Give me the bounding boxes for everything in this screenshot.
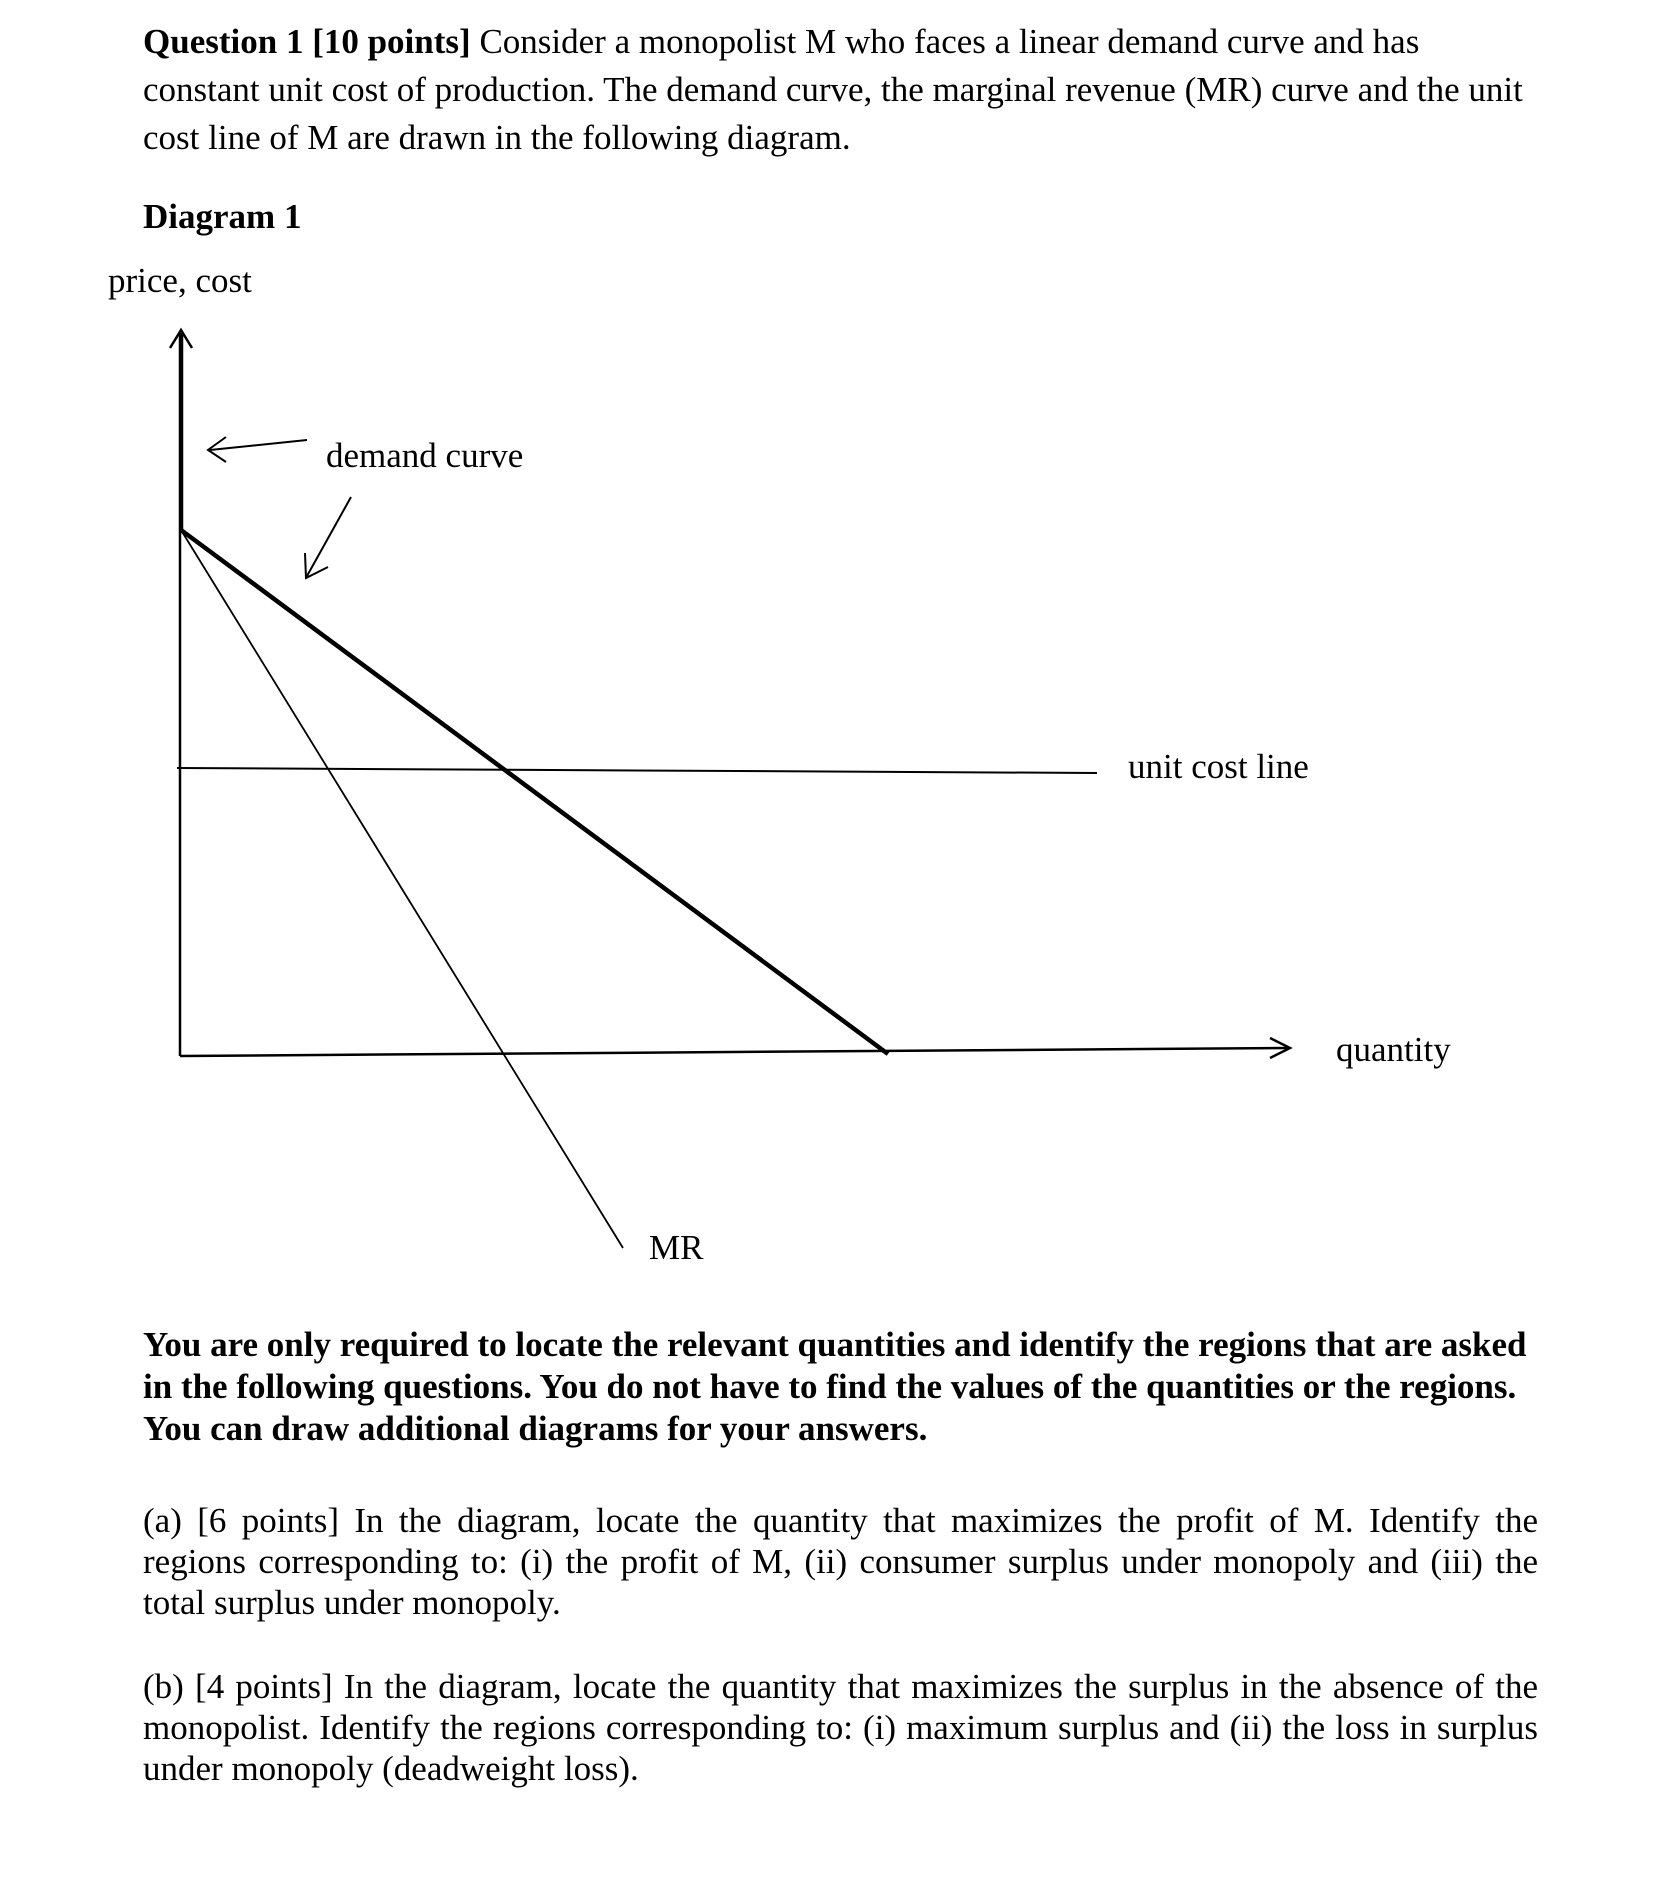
mr-curve — [181, 530, 623, 1248]
question-heading: Question 1 [10 points] — [143, 22, 471, 61]
question-intro-text: Consider a monopolist M who faces a linear demand curve and has constant unit cost of production. The demand curve, the marginal revenue (MR) curve and the unit cost line of M are drawn in the following diagram. — [143, 22, 1523, 157]
instructions: You are only required to locate the relevant quantities and identify the regions that are asked in the following questions. You do not have to find the values of the quantities or the regions. You can draw additional diagrams for your answers. — [143, 1325, 1527, 1448]
x-axis — [180, 1048, 1287, 1056]
unit-cost-label: unit cost line — [1128, 747, 1309, 786]
part-b: (b) [4 points] In the diagram, locate the quantity that maximizes the surplus in the absence of the monopolist. Identify the regions corresponding to: (i) maximum surplus and (ii) the loss in surplus under monopoly (deadweight loss). — [143, 1667, 1538, 1788]
demand-curve — [181, 530, 888, 1054]
x-axis-label: quantity — [1336, 1030, 1451, 1069]
demand-curve-label: demand curve — [326, 436, 524, 475]
unit-cost-line — [177, 768, 1097, 773]
y-axis-label: price, cost — [108, 261, 252, 300]
demand-pointer-diag-line — [307, 497, 351, 576]
diagram-title: Diagram 1 — [143, 197, 302, 236]
part-a: (a) [6 points] In the diagram, locate the quantity that maximizes the profit of M. Identify the regions corresponding to: (i) the profit of M, (ii) consumer surplus under monopoly and (iii) the total surplus under monopoly. — [143, 1501, 1538, 1622]
mr-label: MR — [649, 1228, 704, 1267]
demand-pointer-left-line — [210, 440, 307, 450]
